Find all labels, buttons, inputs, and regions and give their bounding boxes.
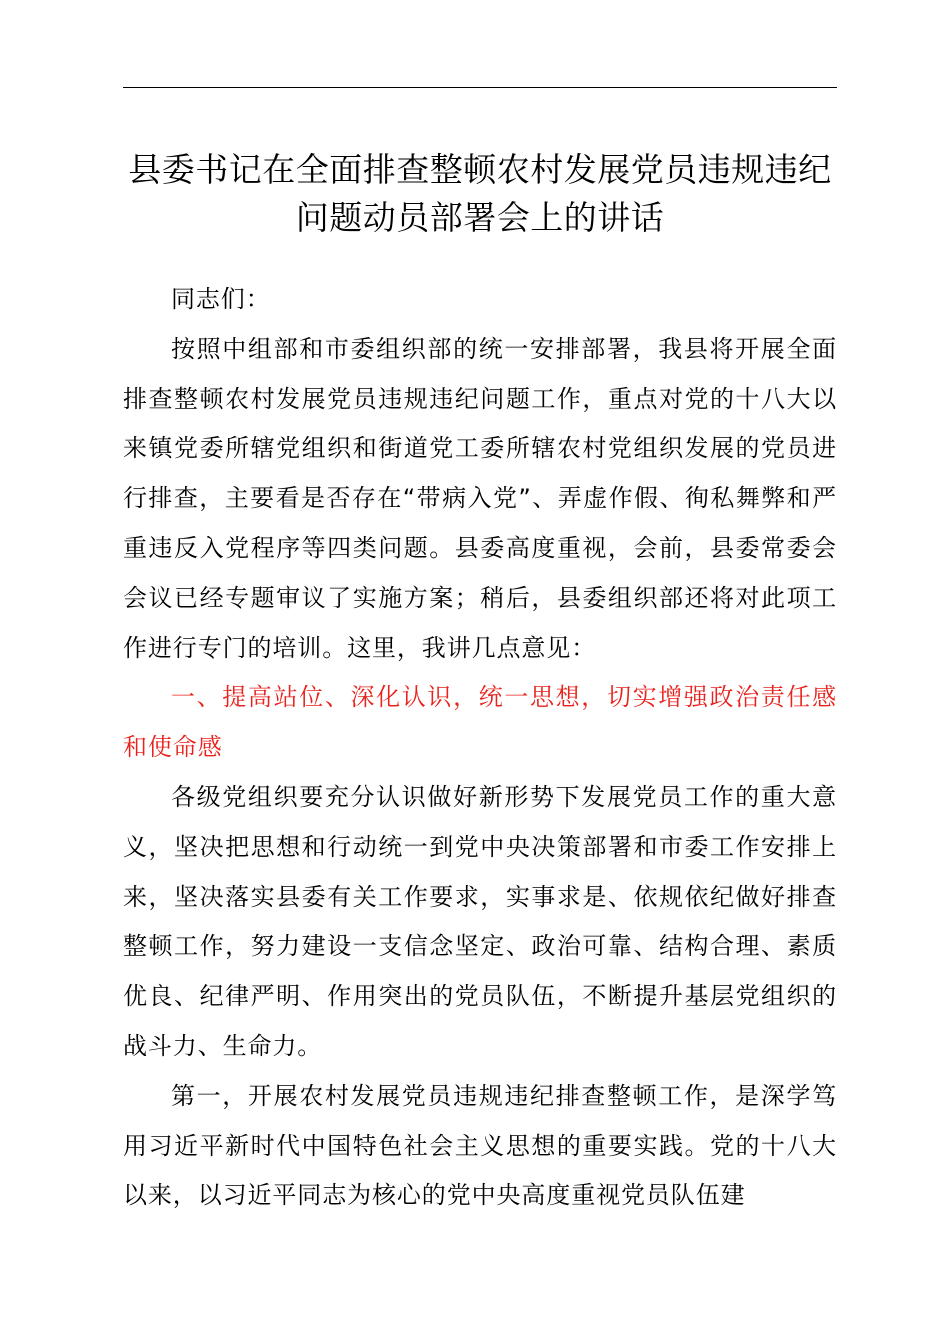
section-heading-1: 一、提高站位、深化认识，统一思想，切实增强政治责任感和使命感 xyxy=(123,683,837,762)
document-body xyxy=(123,275,837,1221)
salutation: 同志们： xyxy=(171,285,271,313)
section-1-paragraph: 各级党组织要充分认识做好新形势下发展党员工作的重大意义，坚决把思想和行动统一到党中央决策部署和市委工作安排上来，坚决落实县委有关工作要求，实事求是、依规依纪做好排查整顿工作，努力建设一支信念坚定、政治可靠、结构合理、素质优良、纪律严明、作用突出的党员队伍，不断提升基层党组织的战斗力、生命力。 xyxy=(123,782,837,1060)
point-one-paragraph: 第一，开展农村发展党员违规违纪排查整顿工作，是深学笃用习近平新时代中国特色社会主义思想的重要实践。党的十八大以来，以习近平同志为核心的党中央高度重视党员队伍建 xyxy=(123,1081,837,1210)
document-title: 县委书记在全面排查整顿农村发展党员违规违纪问题动员部署会上的讲话 xyxy=(128,150,832,237)
header-rule xyxy=(123,87,837,88)
intro-paragraph: 按照中组部和市委组织部的统一安排部署，我县将开展全面排查整顿农村发展党员违规违纪问题工作，重点对党的十八大以来镇党委所辖党组织和街道党工委所辖农村党组织发展的党员进行排查，主要看是否存在“带病入党”、弄虚作假、徇私舞弊和严重违反入党程序等四类问题。县委高度重视，会前，县委常委会会议已经专题审议了实施方案；稍后，县委组织部还将对此项工作进行专门的培训。这里，我讲几点意见： xyxy=(123,334,837,662)
